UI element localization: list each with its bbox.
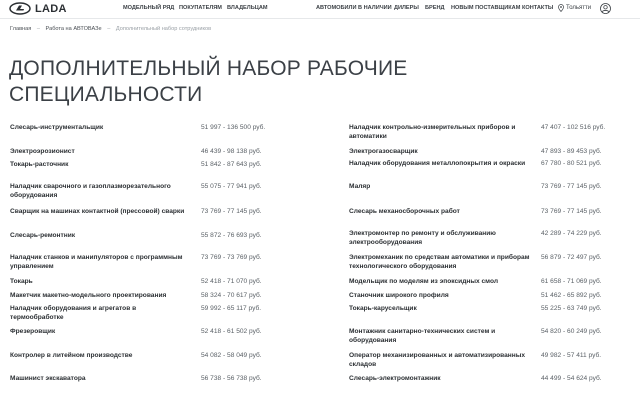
job-row [349,230,619,248]
nav-cars-in-stock[interactable]: АВТОМОБИЛИ В НАЛИЧИИ [316,5,392,11]
job-salary: 54 082 - 58 049 руб. [201,352,262,359]
job-salary: 67 780 - 80 521 руб. [541,160,602,167]
job-title: Машинист экскаватора [10,375,86,382]
brand-name: LADA [35,2,67,15]
job-salary: 58 324 - 70 617 руб. [201,292,262,299]
job-row [10,375,280,393]
city-name: Тольятти [566,5,592,11]
breadcrumb-current: Дополнительный набор сотрудников [115,26,212,32]
breadcrumb-jobs[interactable]: Работа на АВТОВАЗе [45,26,102,32]
breadcrumb-home[interactable]: Главная [10,26,32,32]
job-row [349,124,619,142]
job-title: Электроэрозионист [10,148,75,155]
job-row [349,254,619,272]
breadcrumb [10,26,215,32]
job-salary: 52 418 - 61 502 руб. [201,328,262,335]
nav-brand[interactable]: БРЕНД [425,5,445,11]
lada-logo[interactable] [9,2,67,15]
job-title: Слесарь-электромонтажник [349,375,441,382]
job-title: Модельщик по моделям из эпоксидных смол [349,278,499,285]
job-title: Фрезеровщик [10,328,56,335]
location-pin-icon [558,4,564,12]
job-title: Токарь [10,278,33,285]
page-title: ДОПОЛНИТЕЛЬНЫЙ НАБОР РАБОЧИЕ СПЕЦИАЛЬНОСТИ [9,57,408,107]
job-title: Маляр [349,183,371,190]
job-row [10,232,280,250]
job-title: Слесарь механосборочных работ [349,208,460,215]
nav-new-suppliers[interactable]: НОВЫМ ПОСТАВЩИКАМ [451,5,521,11]
job-salary: 51 842 - 87 643 руб. [201,161,262,168]
job-salary: 73 769 - 77 145 руб. [541,183,602,190]
job-title: Макетчик макетно-модельного проектирования [10,292,167,299]
job-salary: 54 820 - 60 249 руб. [541,328,602,335]
job-salary: 73 769 - 77 145 руб. [201,208,262,215]
job-salary: 56 879 - 72 497 руб. [541,254,602,261]
job-row [10,208,280,226]
job-salary: 51 462 - 65 892 руб. [541,292,602,299]
nav-model-range[interactable]: МОДЕЛЬНЫЙ РЯД [123,5,175,11]
job-title: Слесарь-ремонтник [10,232,76,239]
job-title: Контролер в литейном производстве [10,352,133,359]
job-row [10,124,280,142]
job-row [10,305,280,323]
job-row [349,328,619,346]
job-row [10,161,280,179]
nav-contacts[interactable]: КОНТАКТЫ [522,5,554,11]
job-title: Электромонтер по ремонту и обслуживанию электрооборудования [349,230,496,246]
job-salary: 47 893 - 89 453 руб. [541,148,602,155]
job-salary: 44 499 - 54 624 руб. [541,375,602,382]
job-row [10,352,280,370]
job-title: Оператор механизированных и автоматизированных складов [349,352,526,368]
job-row [349,305,619,323]
breadcrumb-separator: – [107,26,111,32]
job-salary: 46 439 - 98 138 руб. [201,148,262,155]
job-title: Токарь-карусельщик [349,305,417,312]
job-salary: 59 992 - 65 117 руб. [201,305,262,312]
job-row [349,160,619,178]
job-salary: 42 289 - 74 229 руб. [541,230,602,237]
job-title: Наладчик оборудования и агрегатов в термообработке [10,305,137,321]
job-salary: 61 658 - 71 069 руб. [541,278,602,285]
job-title: Токарь-расточник [10,161,69,168]
nav-buyers[interactable]: ПОКУПАТЕЛЯМ [179,5,222,11]
job-title: Наладчик сварочного и газоплазморезательного оборудования [10,183,171,199]
job-salary: 73 769 - 77 145 руб. [541,208,602,215]
job-title: Монтажник санитарно-технических систем и оборудования [349,328,496,344]
job-salary: 47 407 - 102 516 руб. [541,124,606,131]
job-title: Наладчик оборудования металлопокрытия и окраски [349,160,526,167]
job-salary: 55 225 - 63 749 руб. [541,305,602,312]
job-salary: 55 872 - 76 693 руб. [201,232,262,239]
lada-emblem-icon [9,2,31,15]
job-title: Электромеханик по средствам автоматики и приборам технологического оборудования [349,254,530,270]
job-title: Слесарь-инструментальщик [10,124,104,131]
job-title: Станочник широкого профиля [349,292,449,299]
job-title: Электрогазосварщик [349,148,418,155]
job-salary: 56 738 - 56 738 руб. [201,375,262,382]
job-row [349,208,619,226]
job-row [10,183,280,201]
job-row [349,352,619,370]
job-title: Наладчик контрольно-измерительных приборов и автоматики [349,124,516,140]
job-title: Сварщик на машинах контактной (прессовой) сварки [10,208,185,215]
job-salary: 49 982 - 57 411 руб. [541,352,602,359]
nav-owners[interactable]: ВЛАДЕЛЬЦАМ [227,5,268,11]
job-salary: 52 418 - 71 070 руб. [201,278,262,285]
job-salary: 73 769 - 73 769 руб. [201,254,262,261]
city-selector[interactable] [558,4,591,12]
site-header [0,0,640,19]
job-row [349,375,619,393]
job-salary: 51 997 - 136 500 руб. [201,124,266,131]
job-row [10,254,280,272]
nav-dealers[interactable]: ДИЛЕРЫ [394,5,419,11]
job-salary: 55 075 - 77 941 руб. [201,183,262,190]
breadcrumb-separator: – [36,26,40,32]
user-account-icon[interactable] [600,3,611,14]
job-row [10,328,280,346]
job-row [349,183,619,201]
job-title: Наладчик станков и манипуляторов с программным управлением [10,254,183,270]
